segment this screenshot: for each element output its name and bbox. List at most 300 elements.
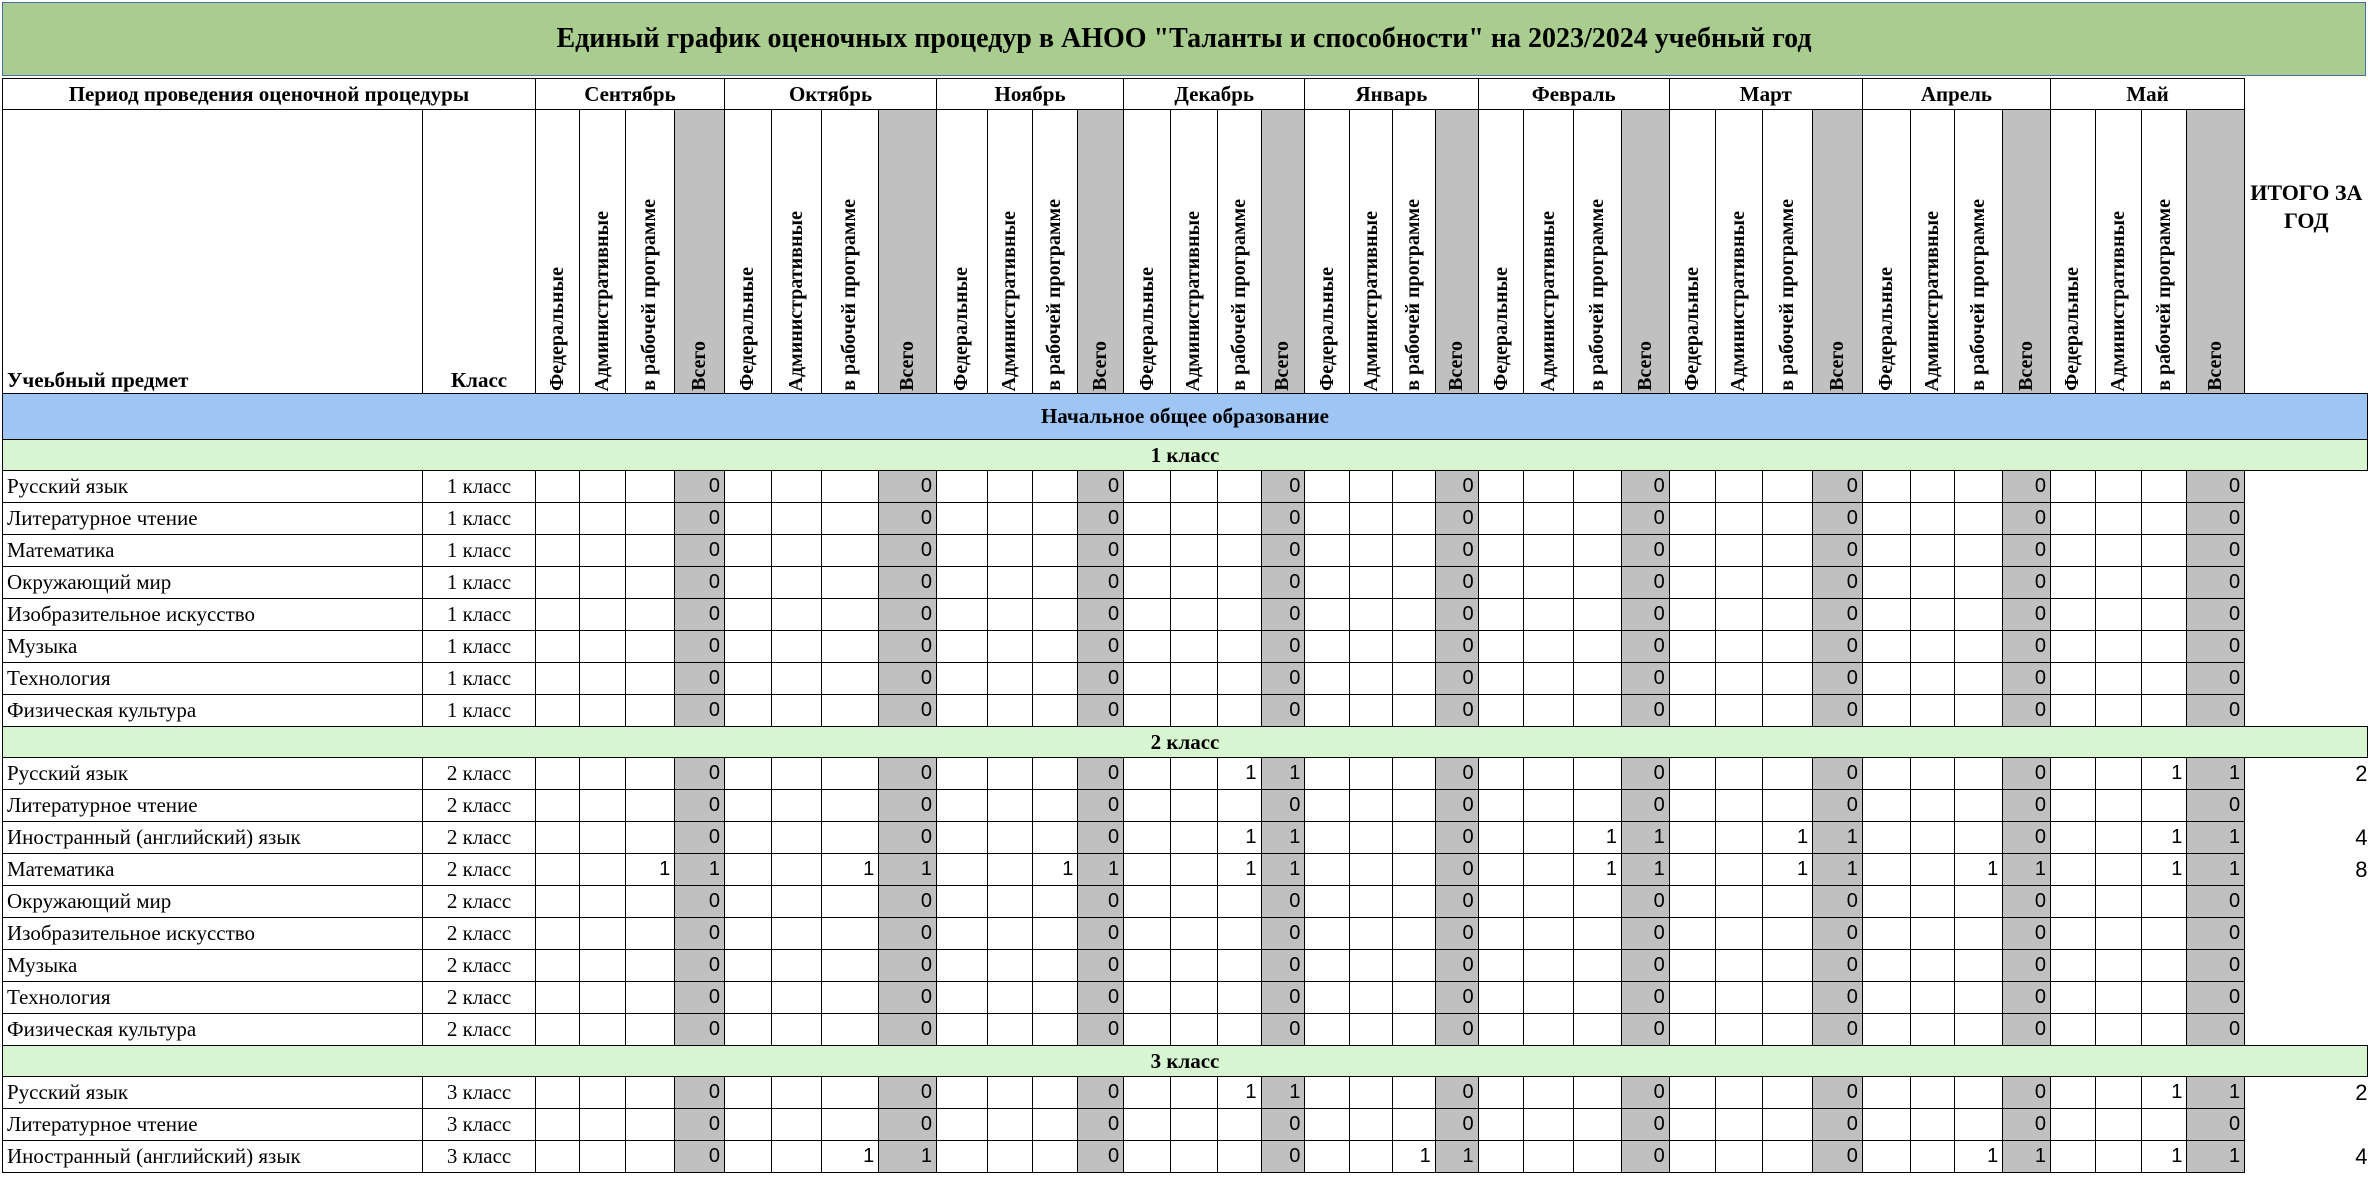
count-cell: [987, 982, 1032, 1014]
count-cell: [725, 982, 772, 1014]
count-cell: [1862, 695, 1910, 727]
count-cell: [1478, 503, 1524, 535]
count-cell: [1669, 822, 1715, 854]
count-cell: [2051, 471, 2096, 503]
month-total-cell: 0: [1435, 631, 1478, 663]
year-total-cell: [2245, 886, 2368, 918]
month-total-cell: 1: [2003, 1141, 2051, 1173]
count-cell: [1124, 503, 1171, 535]
month-total-cell: 0: [1261, 918, 1305, 950]
count-cell: [987, 886, 1032, 918]
subheader-cell: [1813, 110, 1863, 394]
count-cell: [821, 567, 879, 599]
count-cell: [2095, 567, 2141, 599]
count-cell: [1715, 886, 1763, 918]
subheader-label: Федеральные: [1874, 267, 1897, 391]
table-row: [3, 599, 2368, 631]
month-total-cell: 0: [1621, 918, 1669, 950]
count-cell: [2141, 918, 2187, 950]
count-cell: [1910, 982, 1955, 1014]
count-cell: [1763, 663, 1813, 695]
month-total-cell: 1: [1621, 822, 1669, 854]
count-cell: [936, 1141, 987, 1173]
subheader-cell: [1078, 110, 1124, 394]
count-cell: [535, 886, 579, 918]
count-cell: 1: [1574, 822, 1622, 854]
count-cell: [1032, 886, 1078, 918]
count-cell: [2141, 631, 2187, 663]
count-cell: [1217, 471, 1261, 503]
count-cell: [1715, 663, 1763, 695]
month-total-cell: 1: [1078, 854, 1124, 886]
table-row: [3, 567, 2368, 599]
count-cell: [1715, 1109, 1763, 1141]
count-cell: [1669, 758, 1715, 790]
count-cell: [625, 886, 675, 918]
count-cell: [936, 854, 987, 886]
count-cell: [1478, 790, 1524, 822]
subheader-label: Всего: [2015, 341, 2038, 391]
subheader-label: Всего: [1825, 341, 1848, 391]
subheader-label: в рабочей программе: [838, 199, 861, 391]
count-cell: [2095, 471, 2141, 503]
month-total-cell: 0: [1261, 1014, 1305, 1046]
count-cell: [579, 567, 625, 599]
count-cell: [1170, 982, 1217, 1014]
subheader-cell: [1217, 110, 1261, 394]
subheader-cell: [1955, 110, 2003, 394]
count-cell: [1478, 982, 1524, 1014]
count-cell: [579, 790, 625, 822]
count-cell: [1669, 663, 1715, 695]
count-cell: [1524, 918, 1574, 950]
count-cell: [1910, 758, 1955, 790]
count-cell: [1763, 471, 1813, 503]
year-total-header: ИТОГО ЗА ГОД: [2250, 179, 2363, 233]
count-cell: [1124, 631, 1171, 663]
subheader-label: Федеральные: [950, 267, 973, 391]
count-cell: [1910, 567, 1955, 599]
subheader-label: Административные: [1182, 210, 1205, 391]
count-cell: [2095, 1077, 2141, 1109]
grade-banner: 2 класс: [3, 727, 2368, 758]
subject-cell: Физическая культура: [3, 1014, 423, 1046]
count-cell: [1217, 982, 1261, 1014]
month-total-cell: 1: [1261, 758, 1305, 790]
month-total-cell: 0: [1621, 758, 1669, 790]
count-cell: [1574, 599, 1622, 631]
count-cell: [2095, 758, 2141, 790]
table-row: [3, 886, 2368, 918]
subheader-label: в рабочей программе: [638, 199, 661, 391]
subheader-label: Всего: [1445, 341, 1468, 391]
month-total-cell: 1: [1261, 822, 1305, 854]
count-cell: [2141, 886, 2187, 918]
subheader-label: Федеральные: [545, 267, 568, 391]
count-cell: [1955, 758, 2003, 790]
class-cell: 1 класс: [423, 535, 536, 567]
month-total-cell: 0: [1435, 790, 1478, 822]
class-cell: 2 класс: [423, 854, 536, 886]
count-cell: [2051, 599, 2096, 631]
count-cell: [1032, 695, 1078, 727]
count-cell: [821, 886, 879, 918]
month-total-cell: 0: [1078, 695, 1124, 727]
count-cell: [1524, 790, 1574, 822]
count-cell: [1170, 631, 1217, 663]
month-total-cell: 1: [2187, 1141, 2245, 1173]
count-cell: [1910, 822, 1955, 854]
count-cell: [1524, 886, 1574, 918]
year-total-cell: [2245, 567, 2368, 599]
count-cell: [821, 1014, 879, 1046]
count-cell: [1478, 631, 1524, 663]
subheader-label: Федеральные: [736, 267, 759, 391]
count-cell: [1305, 918, 1350, 950]
count-cell: [1574, 1014, 1622, 1046]
count-cell: [1910, 503, 1955, 535]
month-total-cell: 0: [2003, 1077, 2051, 1109]
count-cell: [987, 471, 1032, 503]
subheader-cell: [771, 110, 821, 394]
count-cell: [1305, 950, 1350, 982]
count-cell: [1170, 758, 1217, 790]
year-total-cell: [2245, 1014, 2368, 1046]
month-total-cell: 0: [1621, 950, 1669, 982]
subheader-label: Административные: [2106, 210, 2129, 391]
subject-cell: Окружающий мир: [3, 886, 423, 918]
month-total-cell: 0: [675, 695, 725, 727]
count-cell: [1715, 567, 1763, 599]
count-cell: [535, 1141, 579, 1173]
count-cell: [1524, 854, 1574, 886]
month-total-cell: 0: [879, 1109, 937, 1141]
count-cell: [1392, 886, 1435, 918]
count-cell: [535, 822, 579, 854]
count-cell: [579, 599, 625, 631]
subheader-cell: [1261, 110, 1305, 394]
subheader-label: Административные: [1921, 210, 1944, 391]
subject-cell: Изобразительное искусство: [3, 918, 423, 950]
month-total-cell: 0: [1435, 822, 1478, 854]
subheader-cell: [1305, 110, 1350, 394]
month-total-cell: 1: [2003, 854, 2051, 886]
count-cell: [1524, 503, 1574, 535]
count-cell: [1763, 695, 1813, 727]
count-cell: [1669, 918, 1715, 950]
month-total-cell: 0: [1813, 1141, 1863, 1173]
month-total-cell: 0: [2003, 886, 2051, 918]
month-total-cell: 0: [1435, 1014, 1478, 1046]
subheader-cell: [2003, 110, 2051, 394]
count-cell: [1305, 758, 1350, 790]
month-total-cell: 0: [675, 982, 725, 1014]
count-cell: [2095, 631, 2141, 663]
count-cell: [1124, 758, 1171, 790]
count-cell: [725, 1077, 772, 1109]
count-cell: [987, 1014, 1032, 1046]
subject-cell: Русский язык: [3, 758, 423, 790]
count-cell: [1715, 471, 1763, 503]
count-cell: [2051, 886, 2096, 918]
count-cell: 1: [1217, 822, 1261, 854]
month-total-cell: 0: [2187, 471, 2245, 503]
count-cell: [1524, 471, 1574, 503]
count-cell: [2095, 535, 2141, 567]
count-cell: [725, 950, 772, 982]
count-cell: [771, 1077, 821, 1109]
count-cell: 1: [821, 854, 879, 886]
month-total-cell: 0: [879, 950, 937, 982]
count-cell: 1: [1217, 1077, 1261, 1109]
count-cell: [725, 567, 772, 599]
month-total-cell: 0: [1078, 950, 1124, 982]
subheader-cell: [936, 110, 987, 394]
table-row: [3, 695, 2368, 727]
count-cell: [725, 758, 772, 790]
count-cell: [1715, 790, 1763, 822]
count-cell: [821, 663, 879, 695]
count-cell: [1955, 663, 2003, 695]
month-total-cell: 0: [1813, 695, 1863, 727]
count-cell: [821, 822, 879, 854]
month-total-cell: 0: [1078, 631, 1124, 663]
count-cell: 1: [1392, 1141, 1435, 1173]
count-cell: [1032, 950, 1078, 982]
subheader-cell: [1524, 110, 1574, 394]
count-cell: [535, 567, 579, 599]
count-cell: [936, 503, 987, 535]
count-cell: [1910, 950, 1955, 982]
count-cell: [1910, 790, 1955, 822]
month-total-cell: 0: [1813, 471, 1863, 503]
count-cell: [2095, 1141, 2141, 1173]
count-cell: [1305, 822, 1350, 854]
month-total-cell: 1: [2187, 1077, 2245, 1109]
count-cell: [1350, 822, 1393, 854]
month-total-cell: 0: [879, 695, 937, 727]
month-total-cell: 0: [879, 503, 937, 535]
count-cell: [1350, 854, 1393, 886]
count-cell: 1: [2141, 822, 2187, 854]
count-cell: [2141, 471, 2187, 503]
month-total-cell: 1: [2187, 758, 2245, 790]
month-total-cell: 0: [2003, 950, 2051, 982]
subheader-cell: [725, 110, 772, 394]
subheader-cell: [987, 110, 1032, 394]
subheader-label: Административные: [1727, 210, 1750, 391]
count-cell: [936, 822, 987, 854]
count-cell: [821, 599, 879, 631]
count-cell: [987, 567, 1032, 599]
month-total-cell: 0: [879, 471, 937, 503]
count-cell: [1170, 950, 1217, 982]
month-total-cell: 0: [1621, 1014, 1669, 1046]
month-total-cell: 0: [1435, 535, 1478, 567]
count-cell: [1862, 854, 1910, 886]
page-title: Единый график оценочных процедур в АНОО "Таланты и способности" на 2023/2024 учебный год: [2, 2, 2366, 76]
subheader-label: Федеральные: [1680, 267, 1703, 391]
count-cell: [1392, 471, 1435, 503]
count-cell: [2051, 1014, 2096, 1046]
year-total-cell: [2245, 535, 2368, 567]
class-cell: 2 класс: [423, 886, 536, 918]
month-total-cell: 0: [2003, 567, 2051, 599]
count-cell: [1032, 822, 1078, 854]
class-column-header: Класс: [423, 110, 536, 394]
month-total-cell: 0: [2003, 503, 2051, 535]
count-cell: [1862, 1077, 1910, 1109]
count-cell: [725, 663, 772, 695]
count-cell: [1715, 854, 1763, 886]
count-cell: [1217, 1141, 1261, 1173]
table-row: [3, 918, 2368, 950]
month-total-cell: 0: [675, 567, 725, 599]
table-row: [3, 790, 2368, 822]
month-total-cell: 0: [1621, 503, 1669, 535]
count-cell: [1574, 631, 1622, 663]
month-total-cell: 0: [1813, 663, 1863, 695]
month-total-cell: 0: [1621, 535, 1669, 567]
count-cell: [1124, 695, 1171, 727]
count-cell: [1124, 535, 1171, 567]
count-cell: [725, 822, 772, 854]
count-cell: [1305, 599, 1350, 631]
count-cell: [1862, 567, 1910, 599]
count-cell: [2051, 854, 2096, 886]
month-total-cell: 1: [2187, 822, 2245, 854]
month-total-cell: 0: [2003, 535, 2051, 567]
subheader-label: Всего: [2204, 341, 2227, 391]
count-cell: [1392, 822, 1435, 854]
month-total-cell: 0: [1813, 982, 1863, 1014]
count-cell: [2051, 1141, 2096, 1173]
count-cell: [1910, 631, 1955, 663]
count-cell: [625, 695, 675, 727]
count-cell: [1170, 1077, 1217, 1109]
month-total-cell: 0: [1435, 886, 1478, 918]
count-cell: [1862, 599, 1910, 631]
count-cell: [535, 535, 579, 567]
month-total-cell: 0: [2187, 503, 2245, 535]
count-cell: [2141, 663, 2187, 695]
count-cell: [1763, 950, 1813, 982]
month-total-cell: 0: [1078, 822, 1124, 854]
count-cell: [1350, 631, 1393, 663]
count-cell: [1217, 631, 1261, 663]
count-cell: [1170, 822, 1217, 854]
month-total-cell: 0: [1813, 567, 1863, 599]
class-cell: 2 класс: [423, 790, 536, 822]
count-cell: [936, 1077, 987, 1109]
count-cell: [1715, 1077, 1763, 1109]
count-cell: 1: [1217, 758, 1261, 790]
month-total-cell: 0: [1078, 503, 1124, 535]
month-total-cell: 0: [2003, 918, 2051, 950]
count-cell: [2095, 695, 2141, 727]
count-cell: [2095, 854, 2141, 886]
count-cell: [1715, 758, 1763, 790]
count-cell: [579, 1109, 625, 1141]
year-total-cell: [2245, 599, 2368, 631]
count-cell: [725, 918, 772, 950]
month-total-cell: 0: [1078, 1014, 1124, 1046]
count-cell: [1862, 1141, 1910, 1173]
month-total-cell: 0: [675, 535, 725, 567]
count-cell: [1478, 1014, 1524, 1046]
month-header: Сентябрь: [535, 79, 724, 110]
month-total-cell: 0: [1078, 758, 1124, 790]
month-total-cell: 0: [879, 599, 937, 631]
table-row: [3, 758, 2368, 790]
count-cell: [1170, 535, 1217, 567]
subheader-label: в рабочей программе: [1586, 199, 1609, 391]
subheader-cell: [1435, 110, 1478, 394]
month-total-cell: 0: [675, 790, 725, 822]
count-cell: [1862, 471, 1910, 503]
count-cell: [2095, 503, 2141, 535]
count-cell: [1574, 982, 1622, 1014]
subheader-cell: [2095, 110, 2141, 394]
subheader-cell: [2141, 110, 2187, 394]
count-cell: [2051, 790, 2096, 822]
subject-column-header: Учеьбный предмет: [3, 110, 423, 394]
count-cell: [987, 918, 1032, 950]
count-cell: [771, 471, 821, 503]
count-cell: [1955, 822, 2003, 854]
count-cell: [1574, 790, 1622, 822]
count-cell: [1524, 535, 1574, 567]
count-cell: [1392, 950, 1435, 982]
count-cell: [1350, 599, 1393, 631]
count-cell: [725, 535, 772, 567]
month-total-cell: 0: [1621, 663, 1669, 695]
count-cell: [1305, 663, 1350, 695]
count-cell: [821, 631, 879, 663]
count-cell: 1: [1574, 854, 1622, 886]
count-cell: [1955, 695, 2003, 727]
count-cell: [1170, 1141, 1217, 1173]
month-total-cell: 0: [1261, 790, 1305, 822]
month-total-cell: 0: [2003, 982, 2051, 1014]
count-cell: [2095, 1014, 2141, 1046]
count-cell: [936, 1014, 987, 1046]
count-cell: [2051, 503, 2096, 535]
class-cell: 3 класс: [423, 1077, 536, 1109]
count-cell: 1: [2141, 1141, 2187, 1173]
count-cell: [771, 535, 821, 567]
count-cell: [1392, 663, 1435, 695]
month-total-cell: 0: [1261, 663, 1305, 695]
month-total-cell: 0: [1435, 758, 1478, 790]
month-total-cell: 0: [1813, 535, 1863, 567]
count-cell: [1574, 950, 1622, 982]
count-cell: [1170, 886, 1217, 918]
subheader-label: в рабочей программе: [1227, 199, 1250, 391]
count-cell: [1350, 663, 1393, 695]
count-cell: [535, 631, 579, 663]
month-total-cell: 0: [1621, 471, 1669, 503]
count-cell: [1669, 1109, 1715, 1141]
count-cell: [1217, 567, 1261, 599]
count-cell: [625, 982, 675, 1014]
count-cell: [2141, 503, 2187, 535]
month-total-cell: 0: [1435, 663, 1478, 695]
count-cell: [1170, 1109, 1217, 1141]
count-cell: [1478, 535, 1524, 567]
count-cell: [1763, 535, 1813, 567]
subheader-label: в рабочей программе: [1402, 199, 1425, 391]
